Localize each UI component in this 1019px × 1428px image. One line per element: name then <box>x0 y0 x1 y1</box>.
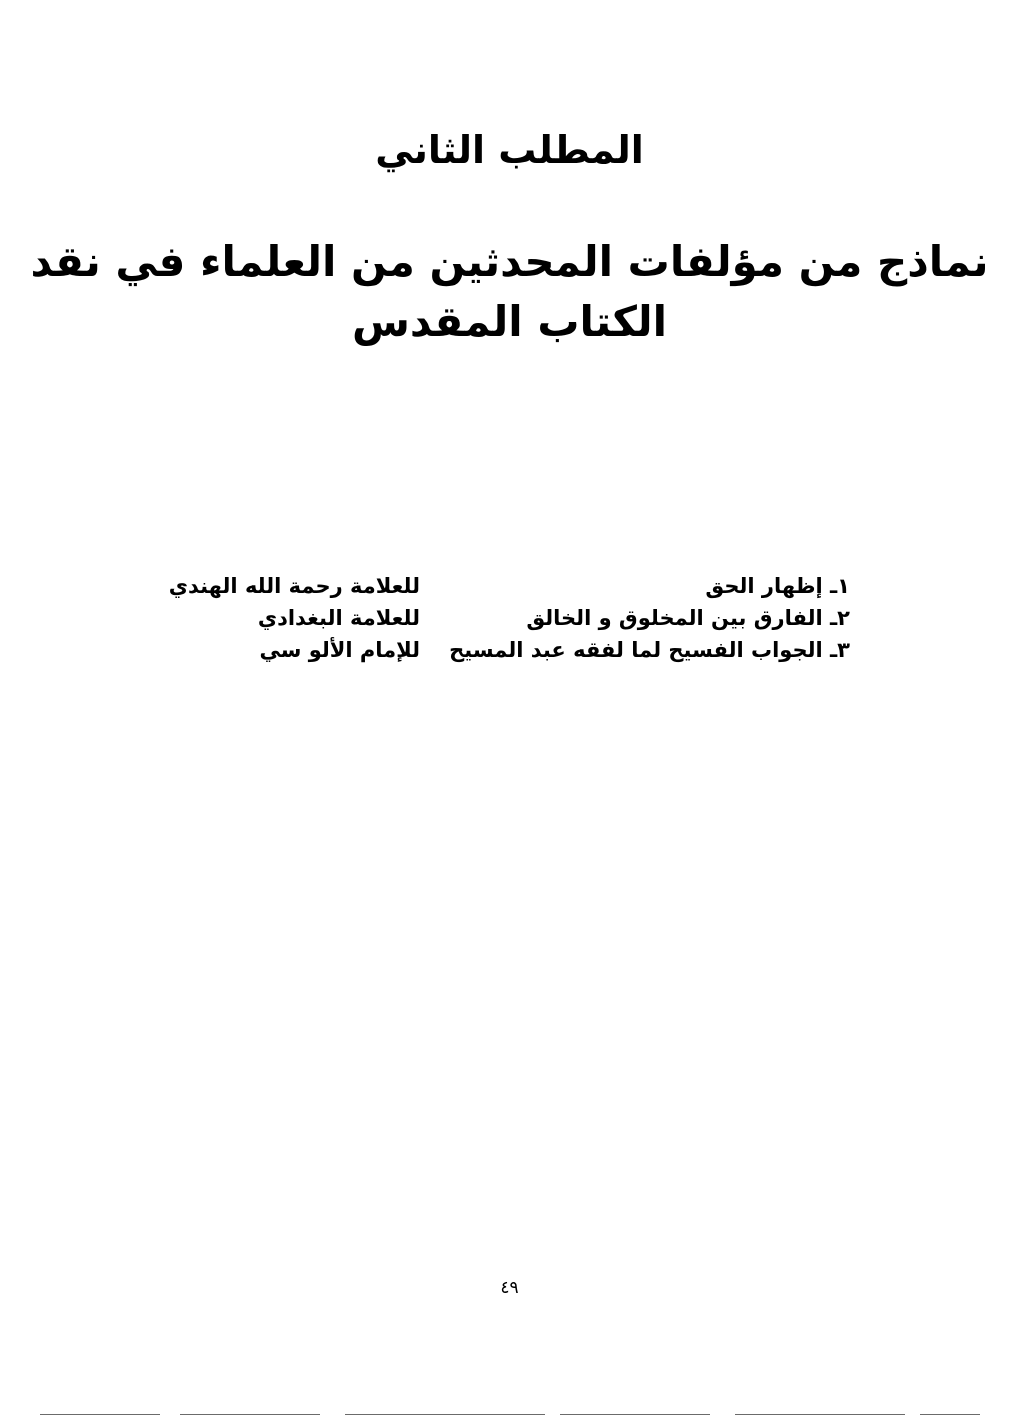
scan-edge-segment <box>345 1414 545 1415</box>
scan-edge-segment <box>735 1414 905 1415</box>
book-author: للإمام الألو سي <box>259 638 420 662</box>
book-title: ٣ـ الجواب الفسيح لما لفقه عبد المسيح <box>449 638 850 662</box>
list-item <box>160 602 850 634</box>
scan-edge-line <box>0 1414 1019 1416</box>
scan-edge-segment <box>180 1414 320 1415</box>
list-item <box>160 570 850 602</box>
book-title: ١ـ إظهار الحق <box>705 574 850 598</box>
book-author: للعلامة البغدادي <box>257 606 420 630</box>
book-author: للعلامة رحمة الله الهندي <box>168 574 420 598</box>
scan-edge-segment <box>560 1414 710 1415</box>
book-title: ٢ـ الفارق بين المخلوق و الخالق <box>526 606 850 630</box>
scan-edge-segment <box>920 1414 980 1415</box>
book-list <box>160 570 850 666</box>
section-label: المطلب الثاني <box>375 128 644 172</box>
scan-edge-segment <box>40 1414 160 1415</box>
list-item <box>160 634 850 666</box>
page-number: ٤٩ <box>500 1278 519 1298</box>
chapter-title: نماذج من مؤلفات المحدثين من العلماء في نقد الكتاب المقدس <box>30 237 989 346</box>
